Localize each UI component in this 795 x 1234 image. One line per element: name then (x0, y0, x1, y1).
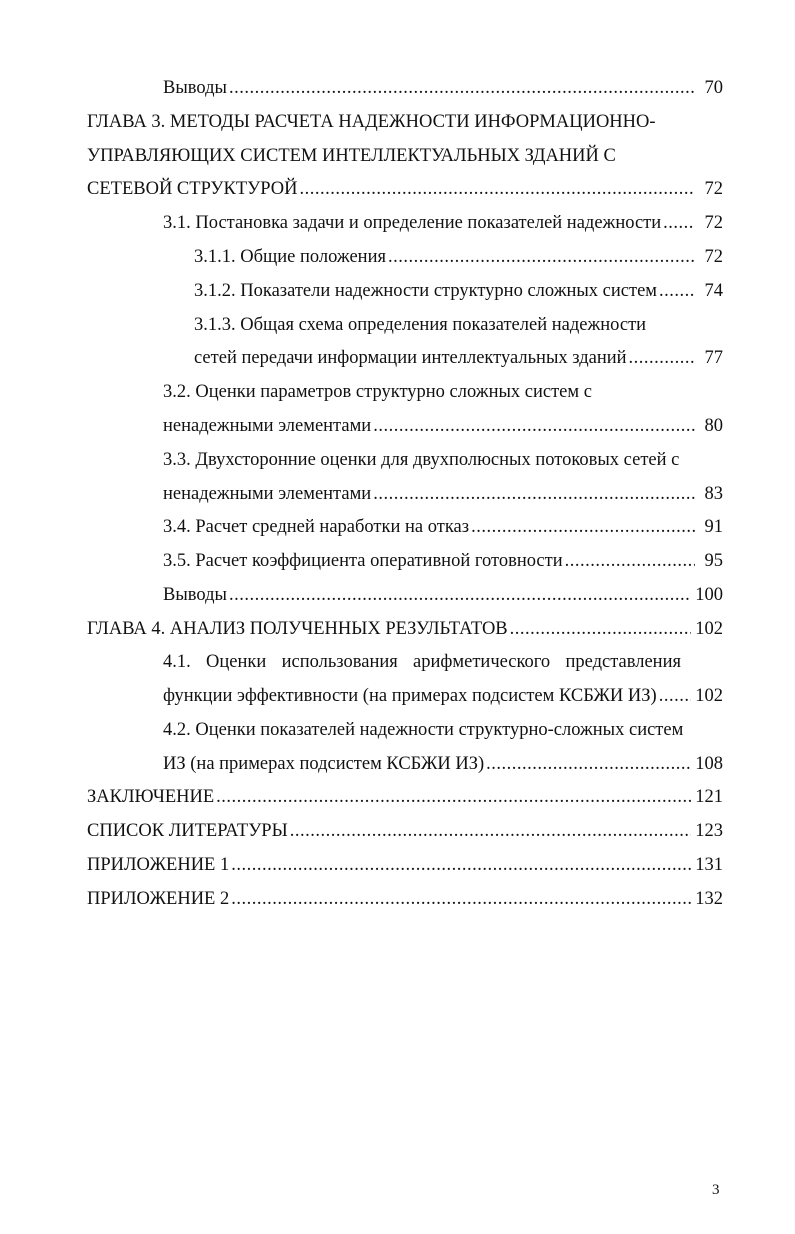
toc-entry-3-3-line2 (163, 480, 723, 508)
toc-entry-text: УПРАВЛЯЮЩИХ СИСТЕМ ИНТЕЛЛЕКТУАЛЬНЫХ ЗДАНИЙ С (87, 146, 616, 166)
leader-dots (231, 851, 691, 879)
toc-entry-references (87, 817, 723, 845)
toc-entry-text: 4.1. Оценки использования арифметического представления (163, 652, 681, 672)
toc-entry-text: 3.4. Расчет средней наработки на отказ (163, 517, 470, 537)
toc-entry-text: 3.3. Двухсторонние оценки для двухполюсных потоковых сетей с (163, 450, 680, 470)
toc-entry-conclusion (87, 783, 723, 811)
toc-entry-text: ГЛАВА 4. АНАЛИЗ ПОЛУЧЕННЫХ РЕЗУЛЬТАТОВ (87, 619, 508, 639)
leader-dots (216, 783, 691, 811)
toc-entry-text: 3.1. Постановка задачи и определение показателей надежности (163, 213, 662, 233)
page-number: 3 (712, 1182, 720, 1198)
toc-entry-3-2-line1 (163, 378, 723, 406)
toc-entry-text: 3.2. Оценки параметров структурно сложных систем с (163, 382, 592, 402)
leader-dots (231, 885, 691, 913)
toc-entry-page: 77 (704, 348, 723, 368)
toc-entry-page: 100 (695, 585, 723, 605)
toc-entry-text: 3.1.1. Общие положения (194, 247, 386, 267)
toc-entry-chapter3-line2 (87, 142, 723, 170)
leader-dots (373, 480, 695, 508)
toc-entry-page: 70 (704, 78, 723, 98)
toc-entry-page: 131 (695, 855, 723, 875)
toc-entry-page: 72 (704, 179, 723, 199)
leader-dots (299, 175, 695, 203)
toc-entry-3-3-line1 (163, 446, 723, 474)
leader-dots (471, 513, 695, 541)
toc-entry-text: Выводы (163, 585, 227, 605)
toc-entry-4-2-line2 (163, 750, 723, 778)
leader-dots (565, 547, 695, 575)
toc-entry-text: ПРИЛОЖЕНИЕ 1 (87, 855, 230, 875)
toc-entry-chapter3-line3 (87, 175, 723, 203)
toc-entry-page: 132 (695, 889, 723, 909)
toc-entry-text: ненадежными элементами (163, 484, 372, 504)
toc-entry-conclusions-ch2 (163, 74, 723, 102)
toc-entry-page: 121 (695, 787, 723, 807)
toc-entry-page: 72 (704, 247, 723, 267)
toc-entry-page: 102 (695, 686, 723, 706)
leader-dots (229, 74, 695, 102)
toc-entry-page: 123 (695, 821, 723, 841)
toc-entry-text: ИЗ (на примерах подсистем КСБЖИ ИЗ) (163, 754, 485, 774)
leader-dots (659, 682, 692, 710)
toc-entry-4-2-line1 (163, 716, 723, 744)
toc-entry-text: СЕТЕВОЙ СТРУКТУРОЙ (87, 179, 298, 199)
toc-entry-page: 108 (695, 754, 723, 774)
toc-entry-page: 83 (704, 484, 723, 504)
leader-dots (229, 581, 691, 609)
toc-entry-appendix-1 (87, 851, 723, 879)
leader-dots (663, 209, 695, 237)
toc-entry-3-1-3-line2 (194, 344, 723, 372)
toc-entry-page: 95 (704, 551, 723, 571)
toc-entry-text: 3.5. Расчет коэффициента оперативной готовности (163, 551, 563, 571)
toc-entry-3-1 (163, 209, 723, 237)
toc-entry-3-2-line2 (163, 412, 723, 440)
toc-entry-text: Выводы (163, 78, 227, 98)
toc-entry-3-5 (163, 547, 723, 575)
toc-entry-appendix-2 (87, 885, 723, 913)
toc-entry-text: 3.1.3. Общая схема определения показателей надежности (194, 315, 647, 335)
toc-entry-chapter4 (87, 615, 723, 643)
toc-entry-3-1-1 (194, 243, 723, 271)
leader-dots (510, 615, 692, 643)
toc-entry-3-1-2 (194, 277, 723, 305)
leader-dots (659, 277, 695, 305)
toc-entry-text: ГЛАВА 3. МЕТОДЫ РАСЧЕТА НАДЕЖНОСТИ ИНФОРМАЦИОННО- (87, 112, 656, 132)
leader-dots (629, 344, 695, 372)
toc-entry-page: 72 (704, 213, 723, 233)
toc-entry-4-1-line2 (163, 682, 723, 710)
toc-entry-page: 91 (704, 517, 723, 537)
toc-entry-text: сетей передачи информации интеллектуальных зданий (194, 348, 627, 368)
toc-entry-text: ненадежными элементами (163, 416, 372, 436)
toc-entry-text: ПРИЛОЖЕНИЕ 2 (87, 889, 230, 909)
toc-entry-conclusions-ch3 (163, 581, 723, 609)
toc-entry-3-1-3-line1 (194, 311, 723, 339)
toc-entry-page: 74 (704, 281, 723, 301)
leader-dots (486, 750, 691, 778)
toc-entry-text: СПИСОК ЛИТЕРАТУРЫ (87, 821, 288, 841)
toc-entry-chapter3-line1 (87, 108, 723, 136)
toc-entry-4-1-line1 (163, 648, 681, 676)
toc-entry-text: функции эффективности (на примерах подсистем КСБЖИ ИЗ) (163, 686, 657, 706)
toc-entry-page: 102 (695, 619, 723, 639)
leader-dots (388, 243, 695, 271)
leader-dots (290, 817, 692, 845)
toc-entry-text: ЗАКЛЮЧЕНИЕ (87, 787, 215, 807)
toc-entry-text: 4.2. Оценки показателей надежности структурно-сложных систем (163, 720, 684, 740)
leader-dots (373, 412, 695, 440)
toc-entry-page: 80 (704, 416, 723, 436)
toc-entry-3-4 (163, 513, 723, 541)
toc-entry-text: 3.1.2. Показатели надежности структурно сложных систем (194, 281, 658, 301)
